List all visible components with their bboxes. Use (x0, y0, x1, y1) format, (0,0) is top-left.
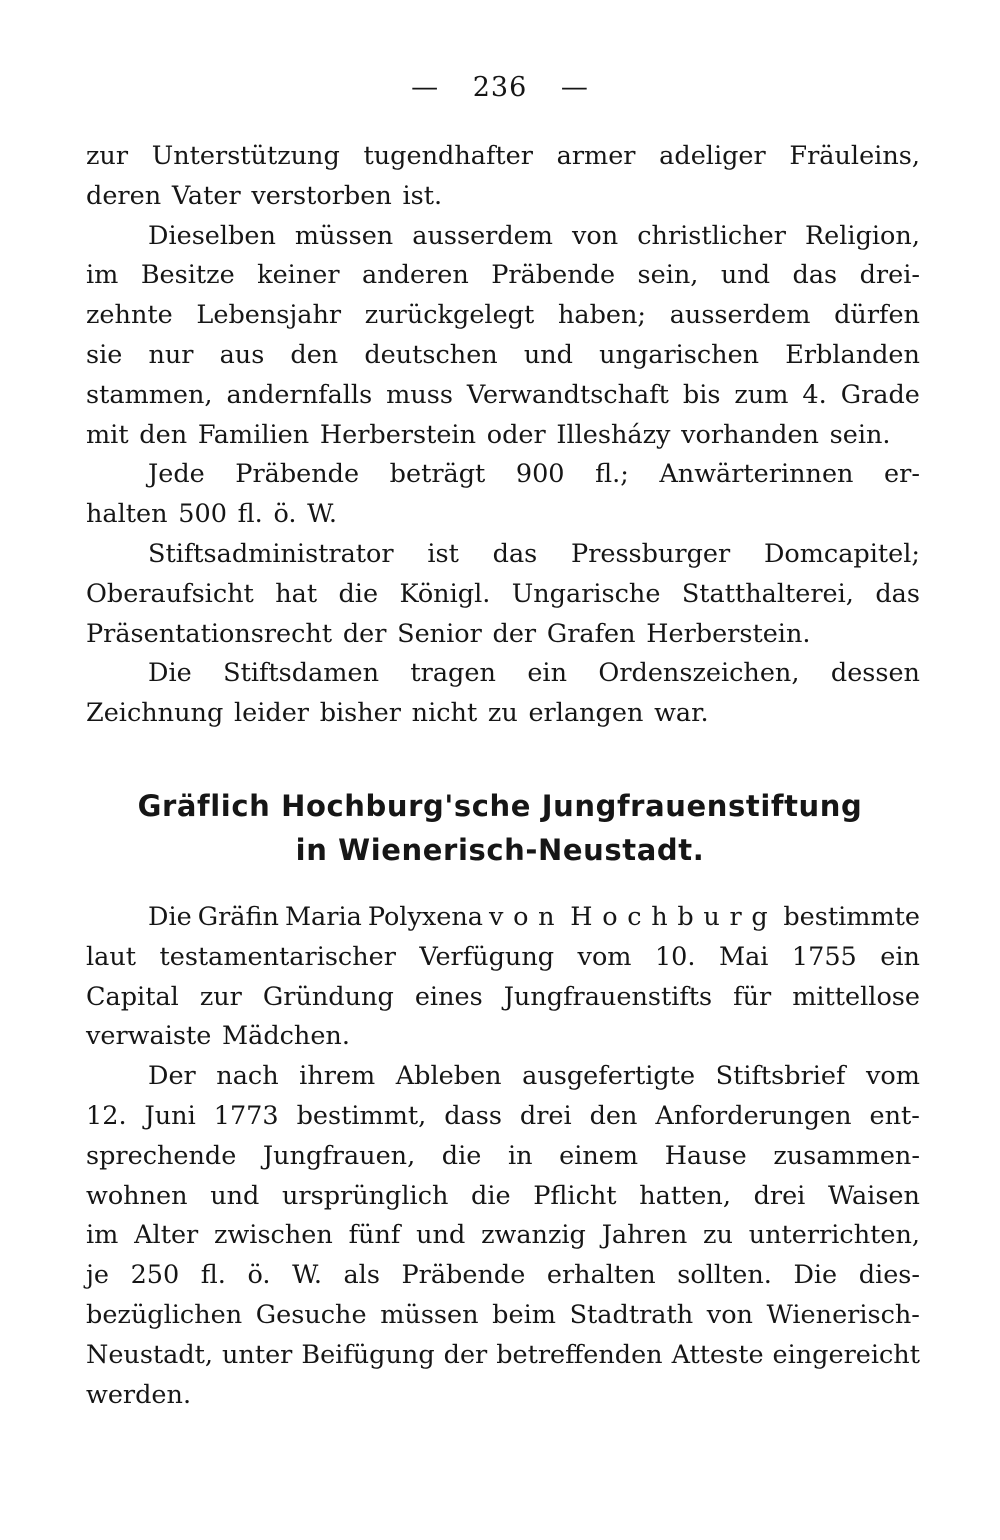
text-line: zur Unterstützung tugendhafter armer adeliger Fräuleins, (86, 141, 920, 171)
text-line: 12. Juni 1773 bestimmt, dass drei den Anforderungen ent- (86, 1100, 920, 1131)
text-line: werden. (86, 1379, 192, 1410)
text-line: je 250 fl. ö. W. als Präbende erhalten sollten. Die dies- (86, 1260, 920, 1291)
text-line: halten 500 fl. ö. W. (86, 499, 338, 530)
text-line: im Besitze keiner anderen Präbende sein, und das drei- (86, 260, 920, 291)
page-number-header (0, 72, 1000, 103)
text-line: mit den Familien Herberstein oder Illesházy vorhanden sein. (86, 419, 891, 450)
paragraph-block-2 (86, 898, 920, 1415)
text-line: sprechende Jungfrauen, die in einem Hause zusammen- (86, 1140, 920, 1171)
text-line: sie nur aus den deutschen und ungarischen Erblanden (86, 339, 920, 370)
text-line: Oberaufsicht hat die Königl. Ungarische Statthalterei, das (86, 578, 920, 609)
text-line: im Alter zwischen fünf und zwanzig Jahren zu unterrichten, (86, 1220, 920, 1251)
text-line: Neustadt, unter Beifügung der betreffenden Atteste eingereicht (86, 1339, 920, 1370)
text-line: Zeichnung leider bisher nicht zu erlangen war. (86, 698, 709, 729)
page-number-dash-left: — (411, 72, 440, 103)
text-line: verwaiste Mädchen. (86, 1021, 350, 1052)
section-heading-line-1: Gräflich Hochburg'sche Jungfrauenstiftung (137, 789, 863, 823)
text-line: Capital zur Gründung eines Jungfrauenstifts für mittellose (86, 981, 920, 1012)
text-line: Präsentationsrecht der Senior der Grafen Herberstein. (86, 618, 811, 649)
page-number-dash-right: — (560, 72, 589, 103)
text-line: laut testamentarischer Verfügung vom 10. Mai 1755 ein (86, 941, 920, 972)
text-line: Die Stiftsdamen tragen ein Ordenszeichen, dessen (148, 658, 920, 689)
text-line: Jede Präbende beträgt 900 fl.; Anwärterinnen er- (148, 459, 920, 490)
text-line: wohnen und ursprünglich die Pflicht hatten, drei Waisen (86, 1180, 920, 1211)
page-number: 236 (472, 72, 528, 103)
text-line: deren Vater verstorben ist. (86, 180, 443, 211)
paragraph-block-1 (86, 137, 920, 734)
text-line: Die Gräfin Maria Polyxena von Hochburg bestimmte (148, 902, 920, 932)
text-line: Dieselben müssen ausserdem von christlicher Religion, (148, 220, 920, 251)
section-heading-line-2: in Wienerisch-Neustadt. (295, 833, 705, 867)
text-line: bezüglichen Gesuche müssen beim Stadtrath von Wienerisch- (86, 1299, 920, 1330)
text-line: stammen, andernfalls muss Verwandtschaft bis zum 4. Grade (86, 379, 920, 410)
text-line: Der nach ihrem Ableben ausgefertigte Stiftsbrief vom (148, 1061, 920, 1092)
text-line: Stiftsadministrator ist das Pressburger Domcapitel; (148, 538, 920, 569)
text-line: zehnte Lebensjahr zurückgelegt haben; ausserdem dürfen (86, 300, 920, 331)
